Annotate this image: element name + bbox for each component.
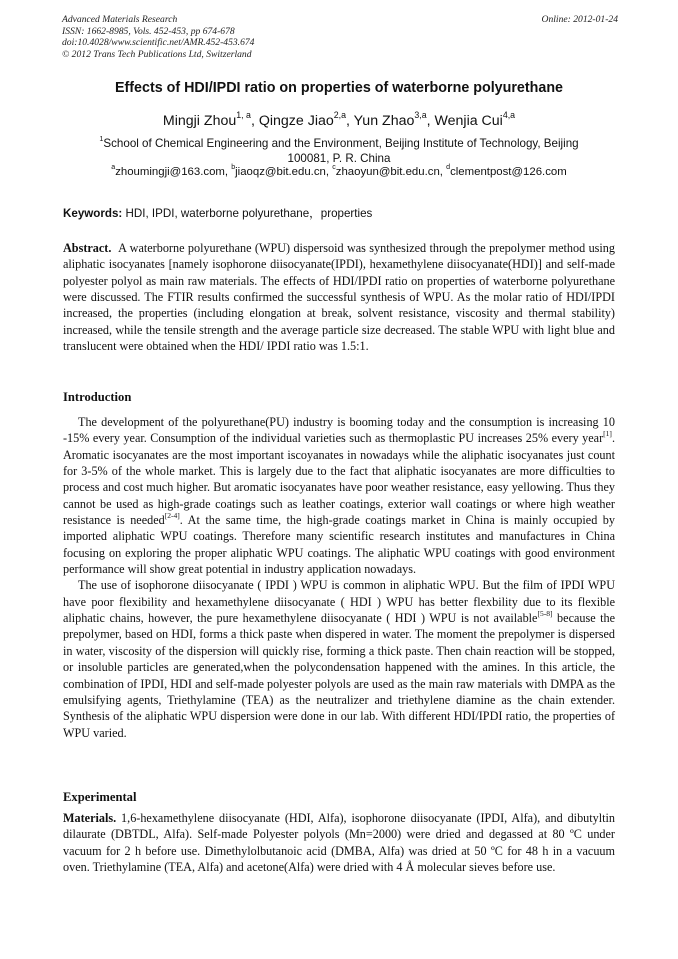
abstract-label: Abstract. <box>63 241 112 255</box>
affiliation-line-2: 100081, P. R. China <box>287 151 391 165</box>
abstract-text: A waterborne polyurethane (WPU) dispersoid was synthesized through the prepolymer method using aliphatic isocyanates [namely isophorone diisocyanate(IPDI), hexamethylene diisocyanate(HDI)] and self-made polyester polyol as main raw materials. The effects of HDI/IPDI ratio on properties of waterborne polyurethane were discussed. The FTIR results confirmed the successful synthesis of WPU. As the molar ratio of HDI/IPDI increased, the properties (including elongation at break, solvent resistance, viscosity and thermal stability) increased, while the tensile strength and the average particle size decreased. The stable WPU with light blue and translucent were obtained when the HDI/ IPDI ratio was 1.5:1. <box>63 241 615 354</box>
materials-label: Materials. <box>63 811 117 825</box>
author-name: Qingze Jiao <box>258 113 334 129</box>
abstract <box>63 240 615 354</box>
doi-line: doi:10.4028/www.scientific.net/AMR.452-453.674 <box>62 37 255 49</box>
email-sup: a <box>111 164 116 172</box>
email-sup: d <box>446 164 451 172</box>
author-list: Mingji Zhou$^{1, a}$, Qingze Jiao$^{2,a}$, Yun Zhao$^{3,a}$, Wenjia Cui$^{4,a}$ <box>162 109 516 129</box>
affiliation-sup: 1 <box>99 134 104 144</box>
email-link[interactable]: jiaoqz@bit.edu.cn <box>235 166 326 178</box>
intro-paragraph-2 <box>63 577 615 740</box>
email-link[interactable]: zhoumingji@163.com <box>115 166 225 178</box>
journal-name: Advanced Materials Research <box>62 14 178 25</box>
keywords-text: HDI, IPDI, waterborne polyurethane，properties <box>125 207 373 220</box>
paper-title: Effects of HDI/IPDI ratio on properties of waterborne polyurethane <box>114 80 564 96</box>
author-sup: 3,a <box>414 109 427 120</box>
email-list: $^a$zhoumingji@163.com, $^b$jiaoqz@bit.edu.cn, $^c$zhaoyun@bit.edu.cn, $^d$clementpost@126.com <box>111 164 567 178</box>
author-name: Yun Zhao <box>353 113 415 129</box>
introduction-body <box>63 414 615 741</box>
introduction-heading: Introduction <box>63 390 132 404</box>
email-link[interactable]: clementpost@126.com <box>450 166 567 178</box>
citation-ref: [2-4] <box>164 510 180 520</box>
materials-text: 1,6-hexamethylene diisocyanate (HDI, Alfa), isophorone diisocyanate (IPDI, Alfa), and dibutyltin dilaurate (DBTDL, Alfa). Self-made Polyester polyols (Mn=2000) were dried and degassed at 80 ºC under vacuum for 2 h before use. Dimethylolbutanoic acid (DMBA, Alfa) was dried at 50 ºC for 48 h in a vacuum oven. Triethylamine (TEA, Alfa) and acetone(Alfa) were dried with 4 Å molecular sieves before use. <box>63 811 615 875</box>
email-link[interactable]: zhaoyun@bit.edu.cn <box>335 166 440 178</box>
intro-text: . Aromatic isocyanates are the most important iscoyanates in nowadays while the aliphatic isocyanates just count for 3-5% of the whole market. This is largely due to the fact that aliphatic isocyanates are more difficulties to process and cost much higher. But aromatic isocyanates have poor weather resistance, easy yellowing. Thus they cannot be used as high-grade coatings such as leather coatings, exterior wall coatings or where high weather resistance is needed <box>63 431 615 528</box>
citation-ref: [1] <box>603 429 612 439</box>
email-sup: b <box>231 164 236 172</box>
copyright-line: © 2012 Trans Tech Publications Ltd, Switzerland <box>62 48 252 60</box>
intro-text: because the prepolymer, based on HDI, forms a thick paste when dispered in water. The moment the prepolymer is dispersed in water, viscosity of the dispersion will quickly rise, forming a thick paste. Then chain reaction will be stopped, or insoluble particles are generated,when the polycondensation happened with the amines. In this article, the combination of IPDI, HDI and self-made polyester polyols are used as the main raw materials with DMPA as the emulsifying agents, Triethylamine (TEA) as the neutralizer and triethylene diamine as the chain extender. Synthesis of the aliphatic WPU dispersion were done in our lab. With different HDI/IPDI ratio, the properties of WPU varied. <box>63 611 615 740</box>
running-header <box>62 14 618 60</box>
email-sup: c <box>332 164 336 172</box>
intro-text: . At the same time, the high-grade coatings market in China is mainly occupied by imported aliphatic WPU coatings. Therefore many scientific research institutes and manufactures in China focusing on exploring the proper aliphatic WPU coatings. The aliphatic WPU coatings with good environment performance will show great potential in industry application nowadays. <box>63 513 615 577</box>
experimental-body <box>63 810 615 875</box>
intro-text: The development of the polyurethane(PU) industry is booming today and the consumption is increasing 10 -15% every year. Consumption of the individual varieties such as thermoplastic PU increases 25% every year <box>63 415 615 446</box>
affiliation-line-1: School of Chemical Engineering and the Environment, Beijing Institute of Technology, Beijing <box>103 137 579 150</box>
issn-line: ISSN: 1662-8985, Vols. 452-453, pp 674-678 <box>62 25 235 37</box>
keywords-label: Keywords: <box>63 207 123 220</box>
keywords <box>63 205 623 221</box>
affiliation <box>72 134 606 166</box>
experimental-heading: Experimental <box>63 790 137 804</box>
intro-paragraph-1 <box>63 414 615 577</box>
online-date: Online: 2012-01-24 <box>541 14 618 25</box>
author-sup: 4,a <box>502 109 516 120</box>
author-sup: 1, a <box>236 109 251 120</box>
author-name: Mingji Zhou <box>162 113 237 129</box>
author-name: Wenjia Cui <box>434 113 503 129</box>
citation-ref: [5-8] <box>537 608 553 618</box>
author-sup: 2,a <box>333 109 346 120</box>
intro-text: The use of isophorone diisocyanate ( IPDI ) WPU is common in aliphatic WPU. But the film of IPDI WPU have poor flexibility and hexamethylene diisocyanate ( HDI ) WPU has better flexbility due to its flexible aliphatic chains, however, the pure hexamethylene diisocyanate ( HDI ) WPU is not available <box>63 578 615 626</box>
